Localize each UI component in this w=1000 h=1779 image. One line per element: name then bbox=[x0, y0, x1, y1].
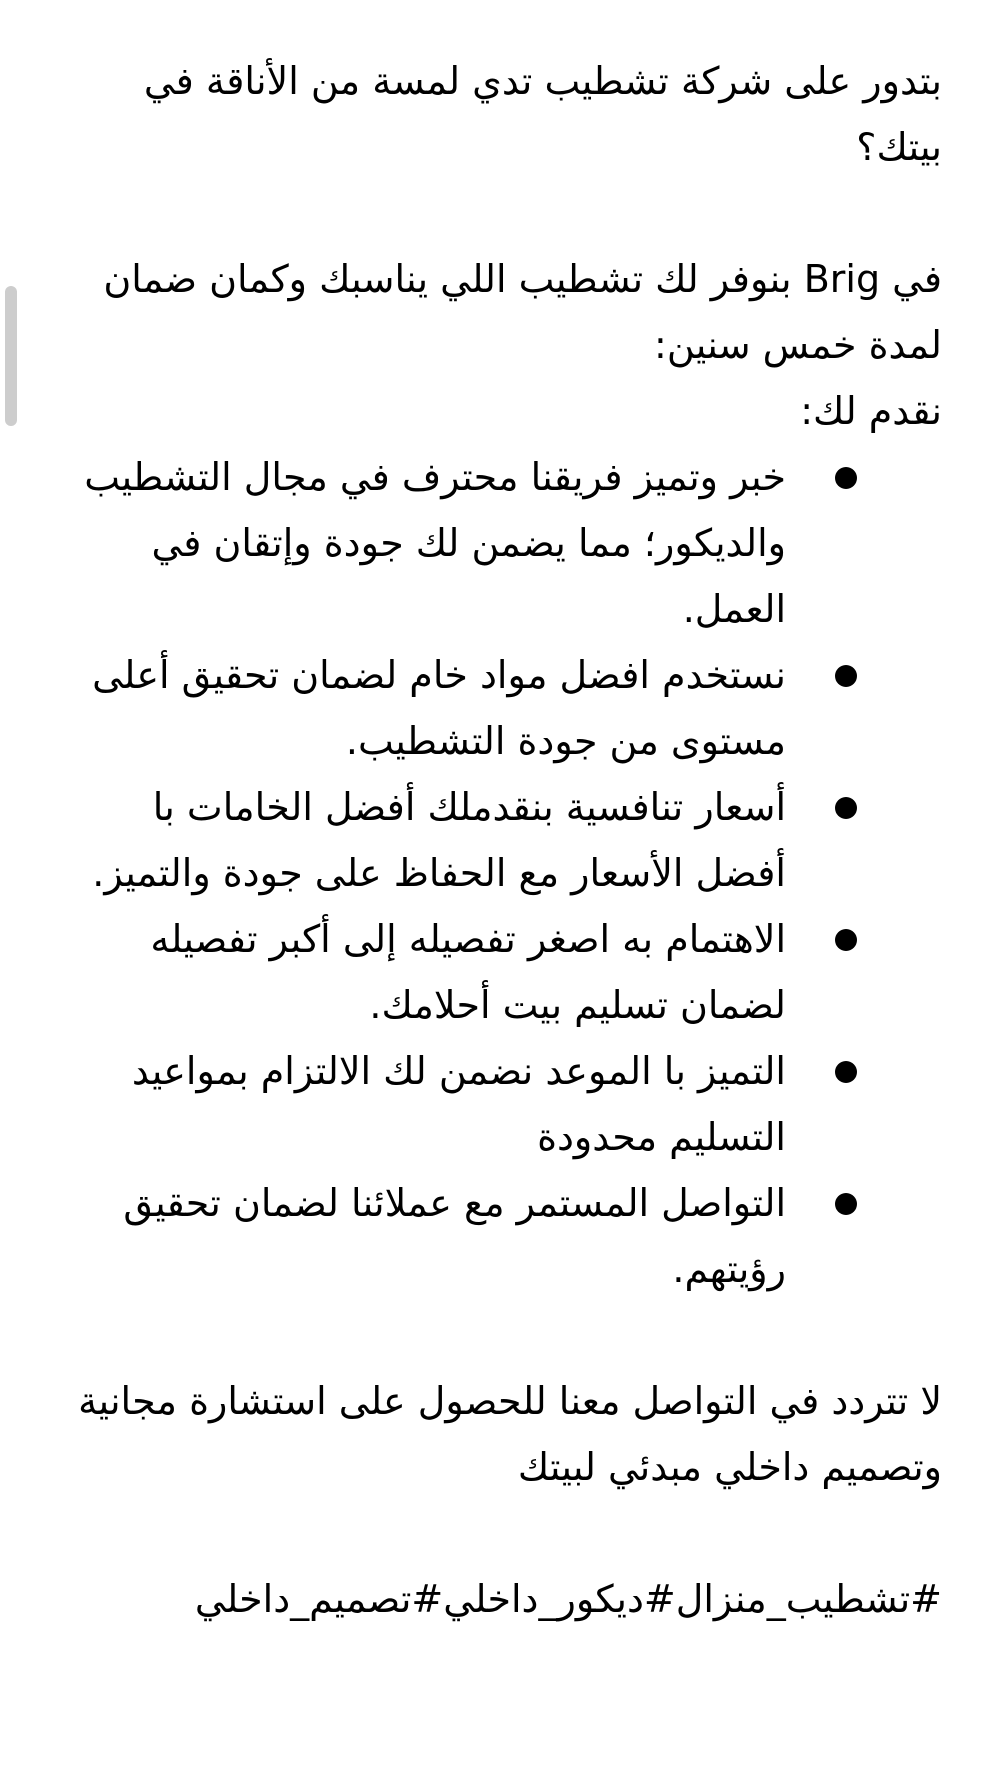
paragraph-spacer bbox=[52, 1302, 942, 1368]
offer-intro-line: نقدم لك: bbox=[800, 389, 942, 433]
feature-text: أسعار تنافسية بنقدملك أفضل الخامات با أفضل الأسعار مع الحفاظ على جودة والتميز. bbox=[92, 785, 786, 895]
feature-item-details bbox=[52, 906, 942, 1038]
feature-item-communication bbox=[52, 1170, 942, 1302]
scrollbar-thumb[interactable] bbox=[5, 286, 17, 426]
feature-text: التميز با الموعد نضمن لك الالتزام بمواعيد التسليم محدودة bbox=[131, 1049, 786, 1159]
features-list bbox=[52, 444, 942, 1302]
feature-item-experience bbox=[52, 444, 942, 642]
feature-text: التواصل المستمر مع عملائنا لضمان تحقيق رؤيتهم. bbox=[123, 1181, 786, 1291]
feature-text: نستخدم افضل مواد خام لضمان تحقيق أعلى مستوى من جودة التشطيب. bbox=[92, 653, 786, 763]
feature-text: الاهتمام به اصغر تفصيله إلى أكبر تفصيله لضمان تسليم بيت أحلامك. bbox=[150, 917, 786, 1027]
feature-item-deadlines bbox=[52, 1038, 942, 1170]
intro-question: بتدور على شركة تشطيب تدي لمسة من الأناقة في بيتك؟ bbox=[143, 59, 942, 169]
bullet-icon bbox=[835, 665, 857, 687]
bullet-icon bbox=[835, 1193, 857, 1215]
hashtags: #تشطيب_منزال#ديكور_داخلي#تصميم_داخلي bbox=[194, 1577, 942, 1621]
call-to-action: لا تتردد في التواصل معنا للحصول على استشارة مجانية وتصميم داخلي مبدئي لبيتك bbox=[78, 1379, 942, 1489]
bullet-icon bbox=[835, 467, 857, 489]
vertical-scrollbar[interactable] bbox=[0, 0, 22, 1779]
bullet-icon bbox=[835, 929, 857, 951]
paragraph-spacer bbox=[52, 1500, 942, 1566]
feature-item-prices bbox=[52, 774, 942, 906]
bullet-icon bbox=[835, 1061, 857, 1083]
feature-item-materials bbox=[52, 642, 942, 774]
bullet-icon bbox=[835, 797, 857, 819]
post-body bbox=[52, 48, 942, 1632]
offer-warranty-line: في Brig بنوفر لك تشطيب اللي يناسبك وكمان ضمان لمدة خمس سنين: bbox=[103, 257, 942, 367]
paragraph-spacer bbox=[52, 180, 942, 246]
feature-text: خبر وتميز فريقنا محترف في مجال التشطيب والديكور؛ مما يضمن لك جودة وإتقان في العمل. bbox=[84, 455, 786, 631]
